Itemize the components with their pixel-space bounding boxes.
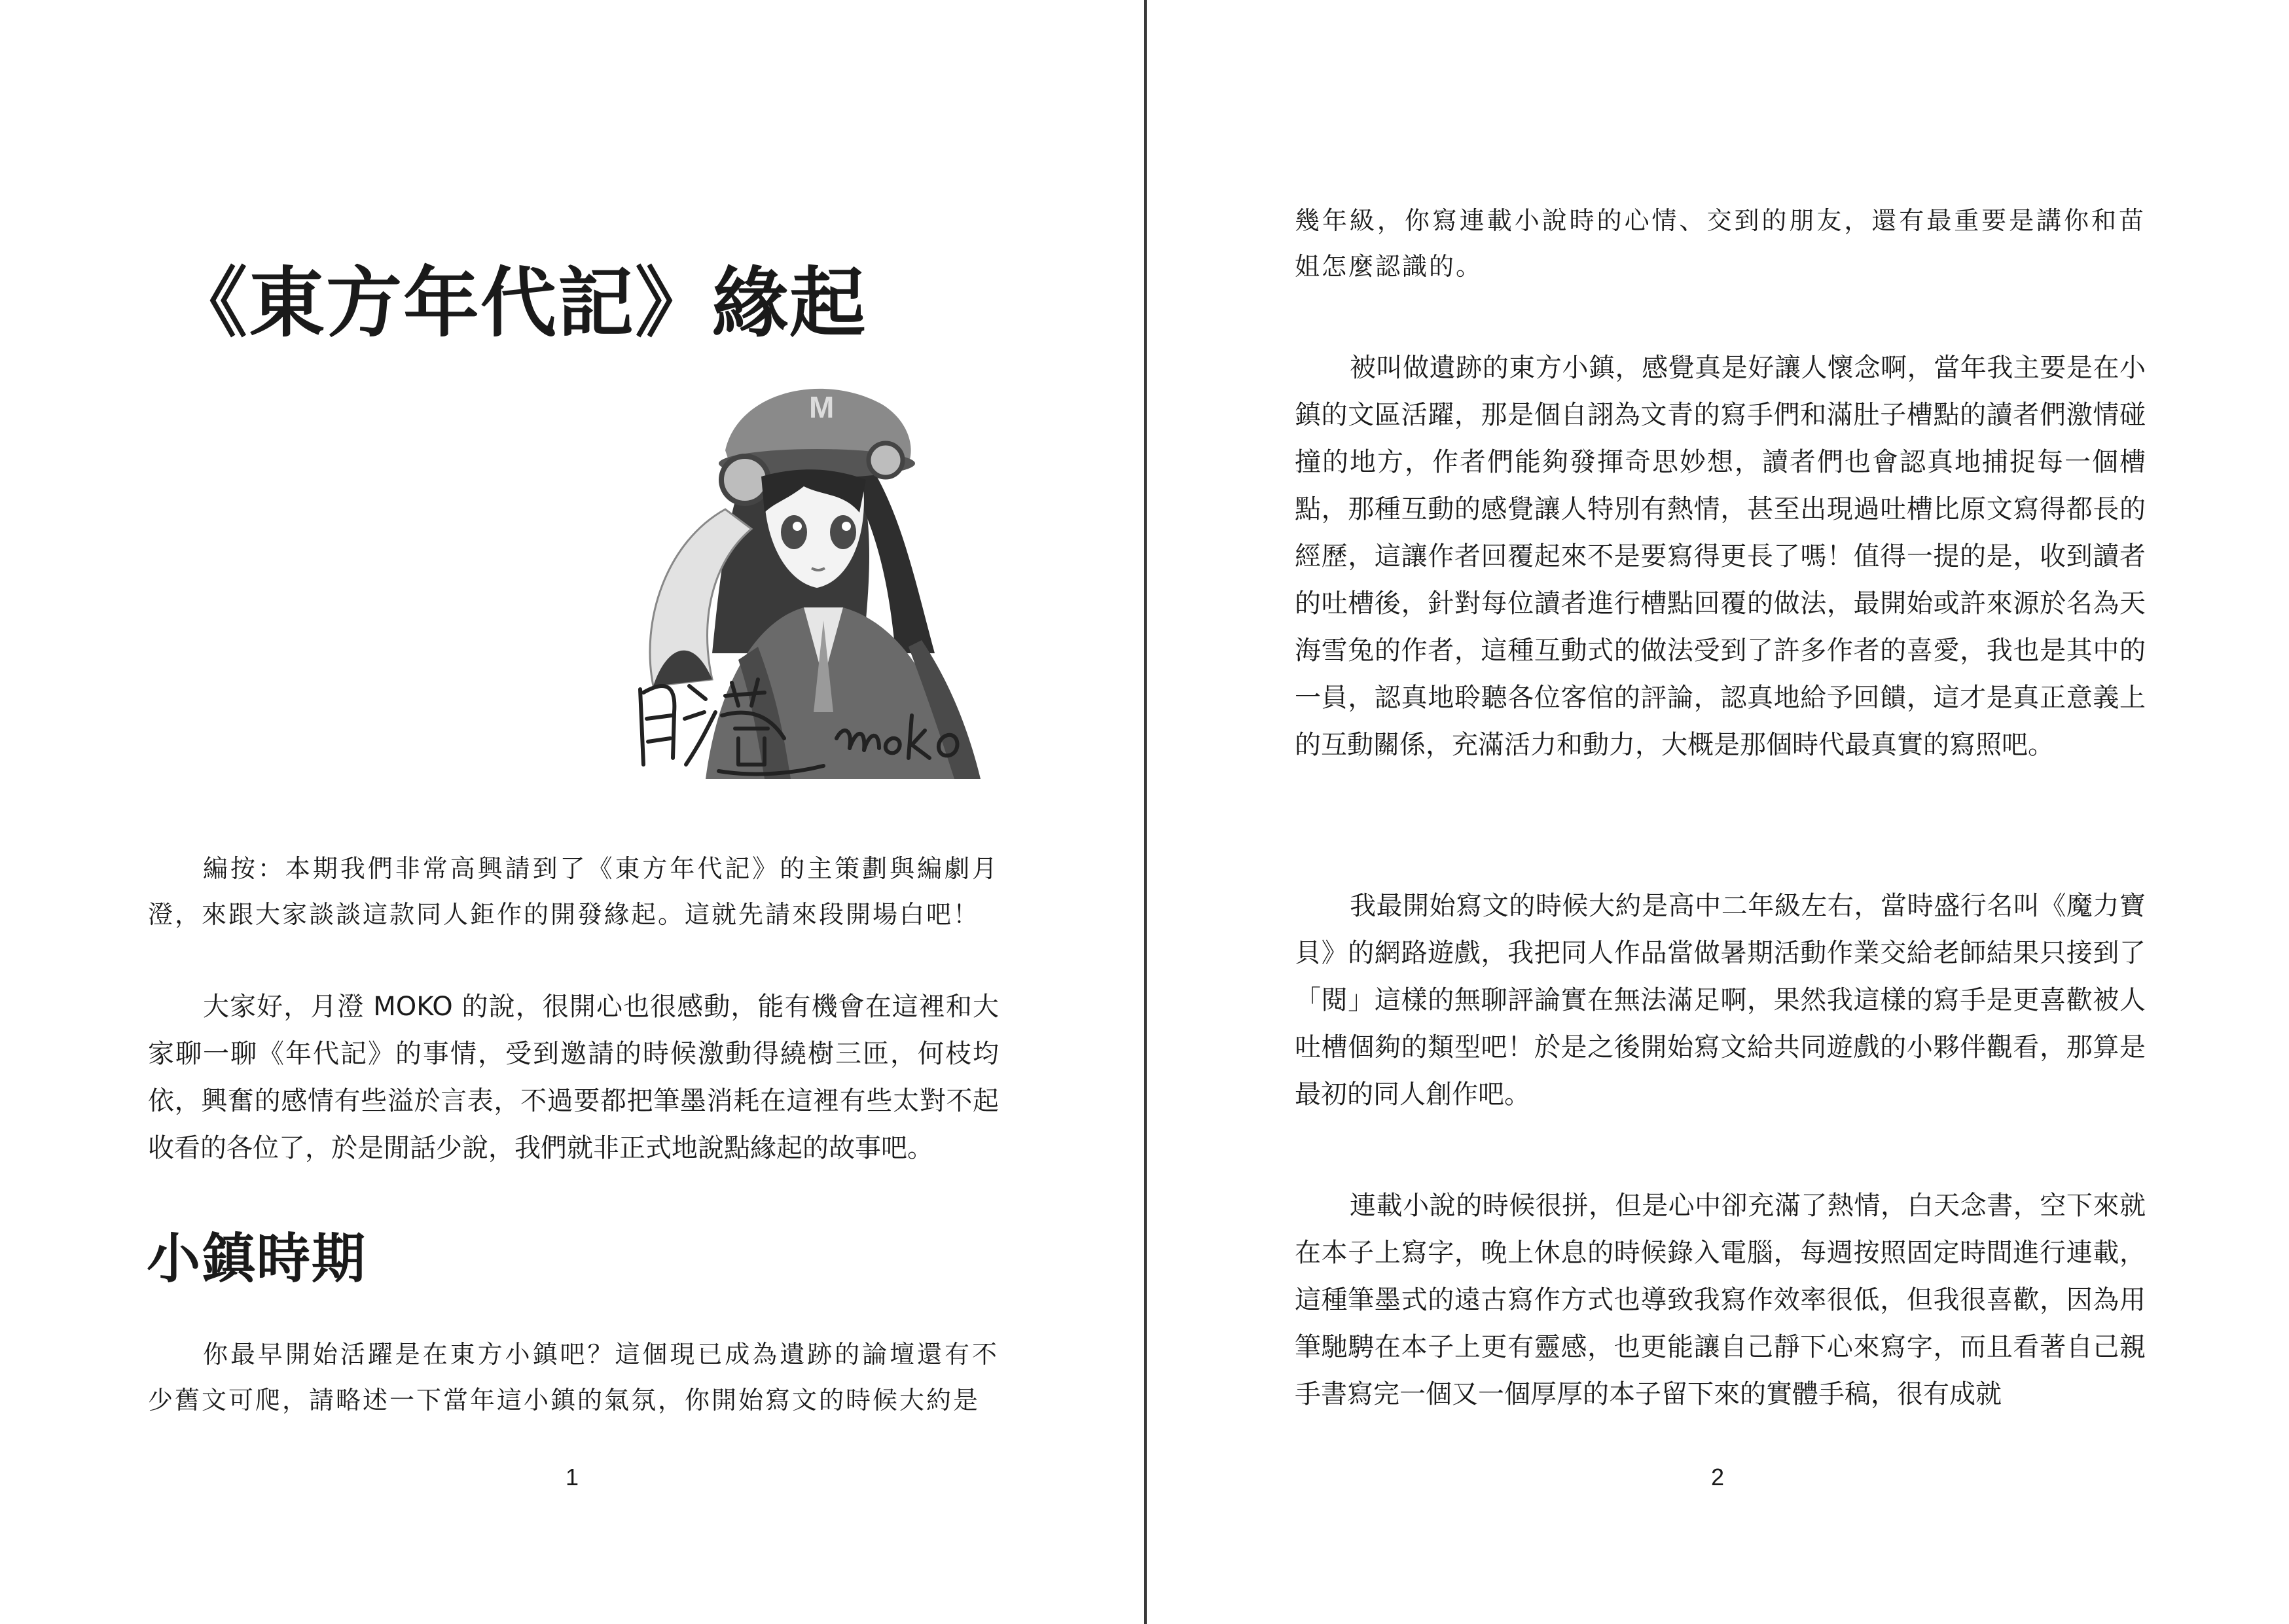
answer-paragraph-2: 我最開始寫文的時候大約是高中二年級左右，當時盛行名叫《魔力寶貝》的網路遊戲，我把同人作品當做暑期活動作業交給老師結果只接到了「閱」這樣的無聊評論實在無法滿足啊，果然我這樣的寫手是更喜歡被人吐槽個夠的類型吧！於是之後開始寫文給共同遊戲的小夥伴觀看，那算是最初的同人創作吧。 — [1295, 891, 2146, 1110]
section-heading: 小鎮時期 — [147, 1228, 367, 1290]
intro-paragraph: 大家好，月澄 MOKO 的說，很開心也很感動，能有機會在這裡和大家聊一聊《年代記》的事情，受到邀請的時候激動得繞樹三匝，何枝均依，興奮的感情有些溢於言表，不過要都把筆墨消耗在這裡有些太對不起收看的各位了，於是閒話少說，我們就非正式地說點緣起的故事吧。 — [148, 992, 999, 1163]
answer-paragraph-3: 連載小說的時候很拼，但是心中卻充滿了熱情，白天念書，空下來就在本子上寫字，晚上休息的時候錄入電腦，每週按照固定時間進行連載，這種筆墨式的遠古寫作方式也導致我寫作效率很低，但我很喜歡，因為用筆馳騁在本子上更有靈感，也更能讓自己靜下心來寫字，而且看著自己親手書寫完一個又一個厚厚的本子留下來的實體手稿，很有成就 — [1295, 1191, 2146, 1409]
article-title: 《東方年代記》緣起 — [171, 259, 867, 348]
page-number: 2 — [1710, 1464, 1725, 1490]
character-illustration — [627, 372, 1000, 779]
right-page — [1147, 0, 2289, 1624]
svg-text:M: M — [809, 390, 835, 424]
page-number: 1 — [565, 1464, 579, 1490]
editor-note: 編按：本期我們非常高興請到了《東方年代記》的主策劃與編劇月澄，來跟大家談談這款同人鉅作的開發緣起。這就先請來段開場白吧！ — [148, 854, 999, 929]
answer-paragraph-1: 被叫做遺跡的東方小鎮，感覺真是好讓人懷念啊，當年我主要是在小鎮的文區活躍，那是個自詡為文青的寫手們和滿肚子槽點的讀者們激情碰撞的地方，作者們能夠發揮奇思妙想，讀者們也會認真地捕捉每一個槽點，那種互動的感覺讓人特別有熱情，甚至出現過吐槽比原文寫得都長的經歷，這讓作者回覆起來不是要寫得更長了嗎！值得一提的是，收到讀者的吐槽後，針對每位讀者進行槽點回覆的做法，最開始或許來源於名為天海雪兔的作者，這種互動式的做法受到了許多作者的喜愛，我也是其中的一員，認真地聆聽各位客倌的評論，認真地給予回饋，這才是真正意義上的互動關係，充滿活力和動力，大概是那個時代最真實的寫照吧。 — [1295, 353, 2146, 760]
left-page — [0, 0, 1144, 1624]
question-continued: 幾年級，你寫連載小說時的心情、交到的朋友，還有最重要是講你和苗姐怎麼認識的。 — [1295, 206, 2146, 281]
interview-question: 你最早開始活躍是在東方小鎮吧？這個現已成為遺跡的論壇還有不少舊文可爬，請略述一下當年這小鎮的氣氛，你開始寫文的時候大約是 — [148, 1340, 999, 1415]
